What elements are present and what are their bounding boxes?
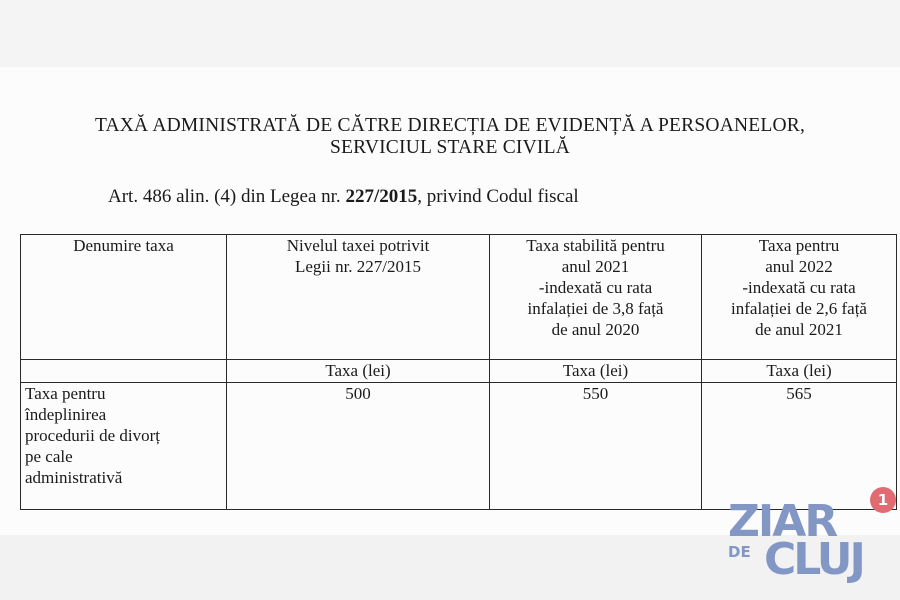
header-legal-level-line: Nivelul taxei potrivit: [286, 236, 430, 255]
logo-de: DE: [728, 543, 751, 561]
header-2021-line: -indexată cu rata: [538, 278, 653, 297]
title-line-1: TAXĂ ADMINISTRATĂ DE CĂTRE DIRECȚIA DE EVIDENȚĂ A PERSOANELOR,: [94, 115, 806, 136]
header-2022-line: Taxa pentru: [758, 236, 840, 255]
header-fee-name-text: Denumire taxa: [73, 236, 174, 255]
ziar-de-cluj-logo: [728, 491, 889, 590]
header-2022-line: infalației de 2,6 față: [731, 299, 867, 318]
header-2021-line: infalației de 3,8 față: [527, 299, 664, 318]
fee-value-2021: 550: [490, 383, 702, 510]
header-2022: [702, 235, 897, 360]
legal-reference-suffix: , privind Codul fiscal: [417, 186, 579, 207]
header-2021: [490, 235, 702, 360]
unit-row: [21, 360, 897, 383]
header-row: [21, 235, 897, 360]
document-page: [0, 67, 900, 535]
fee-table: [20, 234, 897, 510]
fee-value-2022: 565: [702, 383, 897, 510]
unit-cell: Taxa (lei): [702, 360, 897, 383]
fee-name-line: Taxa pentru: [25, 384, 106, 403]
legal-reference: [108, 186, 579, 208]
fee-name-line: procedurii de divorț: [25, 426, 161, 445]
fee-value-legal: 500: [227, 383, 490, 510]
header-2021-line: de anul 2020: [551, 320, 640, 339]
logo-badge: 1: [870, 487, 896, 513]
header-2021-line: Taxa stabilită pentru: [526, 236, 665, 255]
fee-name-line: administrativă: [25, 468, 123, 487]
top-margin: [0, 0, 900, 67]
fee-name-cell: [21, 383, 227, 510]
document-title: [0, 115, 900, 159]
fee-name-line: îndeplinirea: [25, 405, 107, 424]
legal-reference-prefix: Art. 486 alin. (4) din Legea nr.: [108, 186, 346, 207]
unit-cell: Taxa (lei): [227, 360, 490, 383]
fee-name-line: pe cale: [25, 447, 73, 466]
header-2022-line: de anul 2021: [755, 320, 843, 339]
table-row: [21, 383, 897, 510]
header-2022-line: -indexată cu rata: [742, 278, 856, 297]
logo-cluj: CLUJ: [764, 534, 863, 585]
header-2022-line: anul 2022: [765, 257, 833, 276]
law-number: 227/2015: [345, 186, 418, 207]
logo-ziar: ZIAR: [728, 496, 837, 547]
header-legal-level: [227, 235, 490, 360]
header-legal-level-line: Legii nr. 227/2015: [294, 257, 422, 276]
header-2021-line: anul 2021: [561, 257, 630, 276]
header-fee-name: [21, 235, 227, 360]
title-line-2: SERVICIUL STARE CIVILĂ: [330, 137, 570, 158]
unit-cell: Taxa (lei): [490, 360, 702, 383]
unit-cell-empty: [21, 360, 227, 383]
